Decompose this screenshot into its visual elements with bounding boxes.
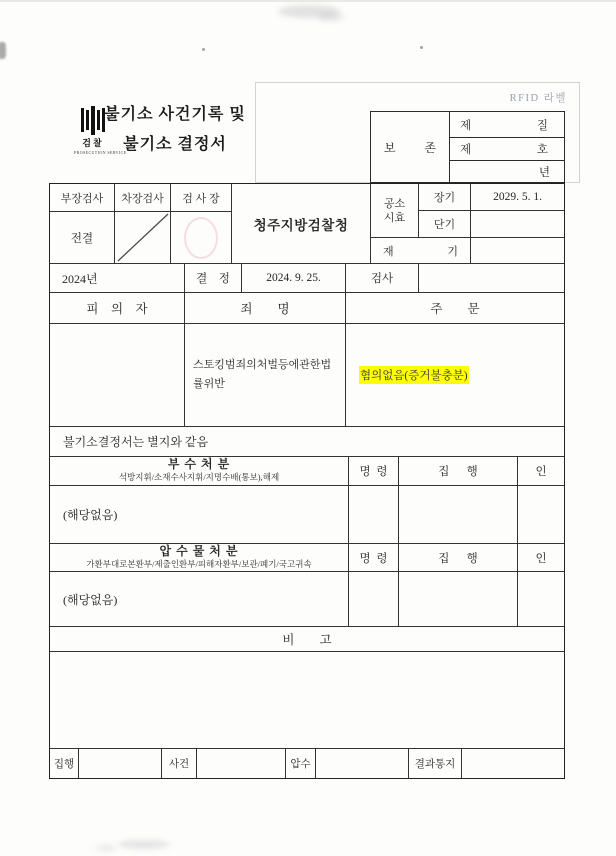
head-prosecutor-cell bbox=[171, 212, 231, 263]
ancillary-order-cell bbox=[349, 486, 399, 543]
footer-band bbox=[50, 749, 564, 778]
chief-prosecutor-cell: 전결 bbox=[70, 232, 94, 245]
ancillary-subtitle: 석방지휘/소재수사지휘/지명수배(통보),해제 bbox=[118, 472, 280, 482]
resume-char-2: 기 bbox=[447, 245, 458, 258]
prosecutor-name-cell bbox=[419, 264, 564, 292]
deputy-chief-header: 차장검사 bbox=[115, 184, 170, 212]
ancillary-order-col-header: 명 령 bbox=[349, 457, 399, 485]
order-header: 주 문 bbox=[430, 302, 480, 316]
seized-title-cell bbox=[50, 544, 349, 571]
deputy-chief-column bbox=[115, 184, 171, 263]
material-char-2: 질 bbox=[536, 119, 548, 132]
statute-label-cell bbox=[371, 184, 419, 237]
case-header-band bbox=[50, 293, 564, 324]
seized-value-cell: (해당없음) bbox=[50, 572, 349, 626]
suspect-value-cell bbox=[50, 324, 185, 426]
preservation-row-number bbox=[450, 138, 564, 161]
ancillary-header-band bbox=[50, 457, 564, 486]
scan-smudge bbox=[0, 42, 6, 59]
long-term-value: 2029. 5. 1. bbox=[493, 191, 542, 203]
long-term-label: 장기 bbox=[419, 184, 471, 210]
charge-text: 스토킹범죄의처벌등에관한법률위반 bbox=[193, 359, 332, 390]
resume-char-1: 재 bbox=[383, 245, 394, 258]
attachment-note-band bbox=[50, 427, 564, 457]
scan-dot bbox=[202, 48, 205, 51]
material-char-1: 제 bbox=[460, 119, 472, 132]
ancillary-body-band bbox=[50, 486, 564, 544]
scan-smudge bbox=[118, 840, 170, 849]
suspect-header: 피 의 자 bbox=[50, 293, 185, 323]
remarks-title: 비 고 bbox=[282, 633, 332, 647]
seized-subtitle: 가환부대로본환부/제출인환부/피해자환부/보관/폐기/국고귀속 bbox=[86, 558, 312, 569]
charge-header: 죄 명 bbox=[185, 293, 346, 323]
short-term-value bbox=[471, 211, 564, 237]
footer-seizure-label: 압수 bbox=[286, 749, 316, 778]
document-title bbox=[100, 100, 250, 160]
footer-seizure-value bbox=[316, 749, 409, 778]
seized-title: 압 수 물 처 분 bbox=[159, 543, 239, 558]
remarks-value-cell bbox=[50, 652, 564, 748]
title-line-1: 불기소 사건기록 및 bbox=[104, 106, 246, 123]
remarks-header-band bbox=[50, 627, 564, 652]
preservation-keep-cell bbox=[371, 112, 450, 182]
approval-band bbox=[50, 184, 564, 264]
rfid-label-text: RFID 라벨 bbox=[509, 93, 567, 104]
deputy-chief-cell bbox=[115, 212, 170, 263]
seized-order-cell bbox=[349, 572, 399, 626]
ancillary-seal-col-header: 인 bbox=[535, 466, 547, 478]
statute-label-top: 공소 bbox=[383, 197, 406, 210]
case-content-band bbox=[50, 324, 564, 427]
prosecutors-office-name: 청주지방검찰청 bbox=[232, 184, 371, 263]
remarks-body-band bbox=[50, 652, 564, 749]
scan-edge-line bbox=[0, 0, 616, 2]
chief-prosecutor-header: 부장검사 bbox=[50, 184, 114, 212]
scan-dot bbox=[420, 46, 423, 49]
prosecutor-label: 검사 bbox=[346, 264, 419, 292]
title-line-2: 불기소 결정서 bbox=[123, 136, 227, 153]
order-highlighted-text: 혐의없음(증거불충분) bbox=[359, 366, 469, 384]
footer-exec-value bbox=[79, 749, 162, 778]
chief-prosecutor-column bbox=[50, 184, 115, 263]
ancillary-title-cell bbox=[50, 457, 349, 485]
ancillary-exec-col-header: 집 행 bbox=[399, 457, 518, 485]
head-prosecutor-header: 검 사 장 bbox=[171, 184, 231, 212]
faint-seal-stamp bbox=[184, 217, 218, 259]
seized-exec-cell bbox=[399, 572, 518, 626]
seized-body-band bbox=[50, 572, 564, 627]
ancillary-seal-cell bbox=[518, 486, 564, 543]
statute-label-bottom: 시효 bbox=[383, 211, 406, 224]
short-term-label: 단기 bbox=[419, 211, 471, 237]
logo-english-label: PROSECUTION SERVICE bbox=[74, 150, 127, 155]
seized-exec-col-header: 집 행 bbox=[399, 544, 518, 571]
footer-case-value bbox=[197, 749, 286, 778]
decision-date: 2024. 9. 25. bbox=[242, 264, 346, 292]
head-prosecutor-column bbox=[171, 184, 232, 263]
ancillary-title: 부 수 처 분 bbox=[167, 457, 231, 471]
number-char-1: 제 bbox=[460, 144, 472, 156]
charge-value-cell bbox=[185, 324, 346, 426]
attachment-note-text: 불기소결정서는 별지와 같음 bbox=[63, 435, 209, 449]
scan-smudge bbox=[96, 845, 116, 851]
footer-notice-value bbox=[462, 749, 564, 778]
keep-char-2: 존 bbox=[424, 140, 436, 155]
resume-label-cell bbox=[371, 238, 471, 263]
preservation-table bbox=[370, 111, 565, 183]
seized-seal-cell bbox=[518, 572, 564, 626]
diagonal-strike-icon bbox=[115, 212, 170, 263]
decision-band bbox=[50, 264, 564, 293]
logo-korean-label: 검찰 bbox=[82, 138, 104, 148]
seized-header-band bbox=[50, 544, 564, 572]
order-value-cell bbox=[346, 324, 564, 426]
footer-exec-label: 집행 bbox=[50, 749, 79, 778]
year-suffix: 년 bbox=[538, 166, 550, 179]
scan-smudge bbox=[318, 13, 344, 21]
seized-order-col-header: 명 령 bbox=[349, 544, 399, 571]
footer-case-label: 사건 bbox=[162, 749, 197, 778]
case-year-cell: 2024년 bbox=[50, 264, 185, 292]
statute-of-limitations-block bbox=[371, 184, 564, 263]
ancillary-value-cell: (해당없음) bbox=[50, 486, 349, 543]
seized-seal-col-header: 인 bbox=[535, 552, 547, 565]
number-char-2: 호 bbox=[536, 144, 548, 156]
ancillary-exec-cell bbox=[399, 486, 518, 543]
preservation-row-material bbox=[450, 112, 564, 138]
main-form-table bbox=[49, 183, 565, 779]
keep-char-1: 보 bbox=[384, 140, 396, 155]
decision-label: 결 정 bbox=[185, 264, 242, 292]
preservation-row-year bbox=[450, 161, 564, 182]
footer-notice-label: 결과통지 bbox=[409, 749, 462, 778]
resume-value bbox=[471, 238, 564, 263]
